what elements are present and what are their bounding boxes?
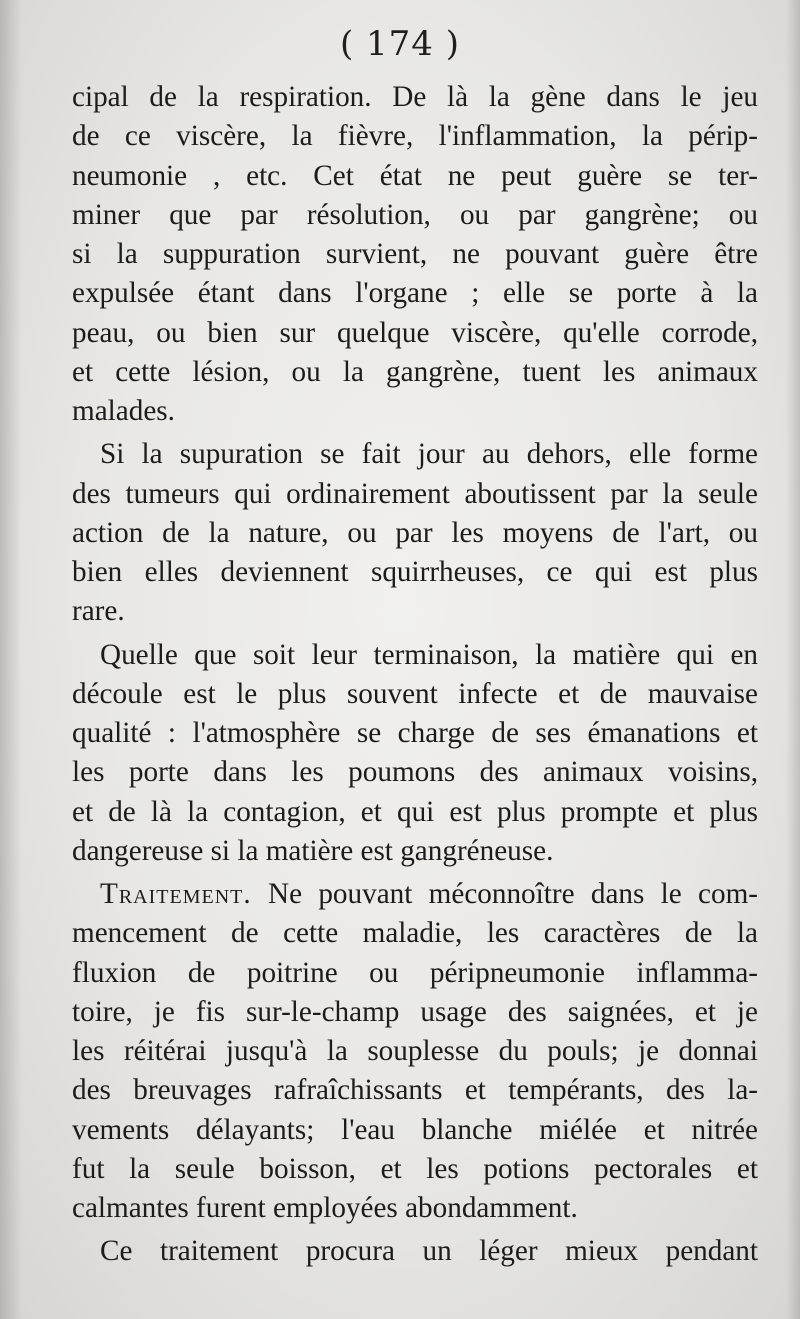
text-line: miner que par résolution, ou par gangrène; ou [72, 198, 758, 231]
section-label: Traitement. [100, 878, 252, 910]
text-line: action de la nature, ou par les moyens de l'art, ou [72, 516, 758, 549]
text-line: Ce traitement procura un léger mieux pendant [100, 1235, 758, 1268]
page-number: ( 174 ) [339, 24, 461, 64]
page-edge-shadow-right [786, 0, 800, 1319]
text-line: Quelle que soit leur terminaison, la matière qui en [100, 638, 758, 671]
text-line: toire, je fis sur-le-champ usage des saignées, et je [72, 995, 758, 1028]
text-line: calmantes furent employées abondamment. [72, 1192, 578, 1224]
text-line: les porte dans les poumons des animaux voisins, [72, 756, 758, 789]
text-line: cipal de la respiration. De là la gène dans le jeu [72, 81, 758, 113]
text-line: et de là la contagion, et qui est plus prompte et plus [72, 795, 758, 828]
text-line: Si la supuration se fait jour au dehors, elle forme [100, 438, 758, 471]
text-line: des breuvages rafraîchissants et tempérants, des la- [72, 1074, 758, 1107]
text-line: vements délayants; l'eau blanche miélée et nitrée [72, 1113, 758, 1146]
text-line: mencement de cette maladie, les caractères de la [72, 917, 758, 950]
text-line: découle est le plus souvent infecte et de mauvaise [72, 677, 758, 710]
text-line: si la suppuration survient, ne pouvant guère être [72, 238, 758, 270]
text-line: malades. [72, 395, 175, 427]
text-line: rare. [72, 595, 125, 628]
text-line: neumonie , etc. Cet état ne peut guère se ter- [72, 159, 758, 192]
text-line: fut la seule boisson, et les potions pectorales et [72, 1152, 758, 1185]
text-line: peau, ou bien sur quelque viscère, qu'elle corrode, [72, 316, 758, 349]
text-line: des tumeurs qui ordinairement aboutissent par la seule [72, 477, 758, 510]
traitement-line [72, 875, 758, 914]
text-line: fluxion de poitrine ou péripneumonie inflamma- [72, 956, 758, 989]
page-edge-shadow-left [0, 0, 22, 1319]
text-line: les réitérai jusqu'à la souplesse du pouls; je donnai [72, 1035, 758, 1067]
text-line: Ne pouvant méconnoître dans le com- [267, 878, 759, 910]
text-line: qualité : l'atmosphère se charge de ses émanations et [72, 717, 758, 749]
text-line: expulsée étant dans l'organe ; elle se porte à la [72, 277, 758, 310]
body-text [72, 78, 758, 1272]
text-line: et cette lésion, ou la gangrène, tuent les animaux [72, 355, 758, 388]
text-line: dangereuse si la matière est gangréneuse. [72, 834, 554, 867]
text-line: bien elles deviennent squirrheuses, ce qui est plus [72, 556, 758, 588]
text-line: de ce viscère, la fièvre, l'inflammation, la périp- [72, 120, 758, 153]
